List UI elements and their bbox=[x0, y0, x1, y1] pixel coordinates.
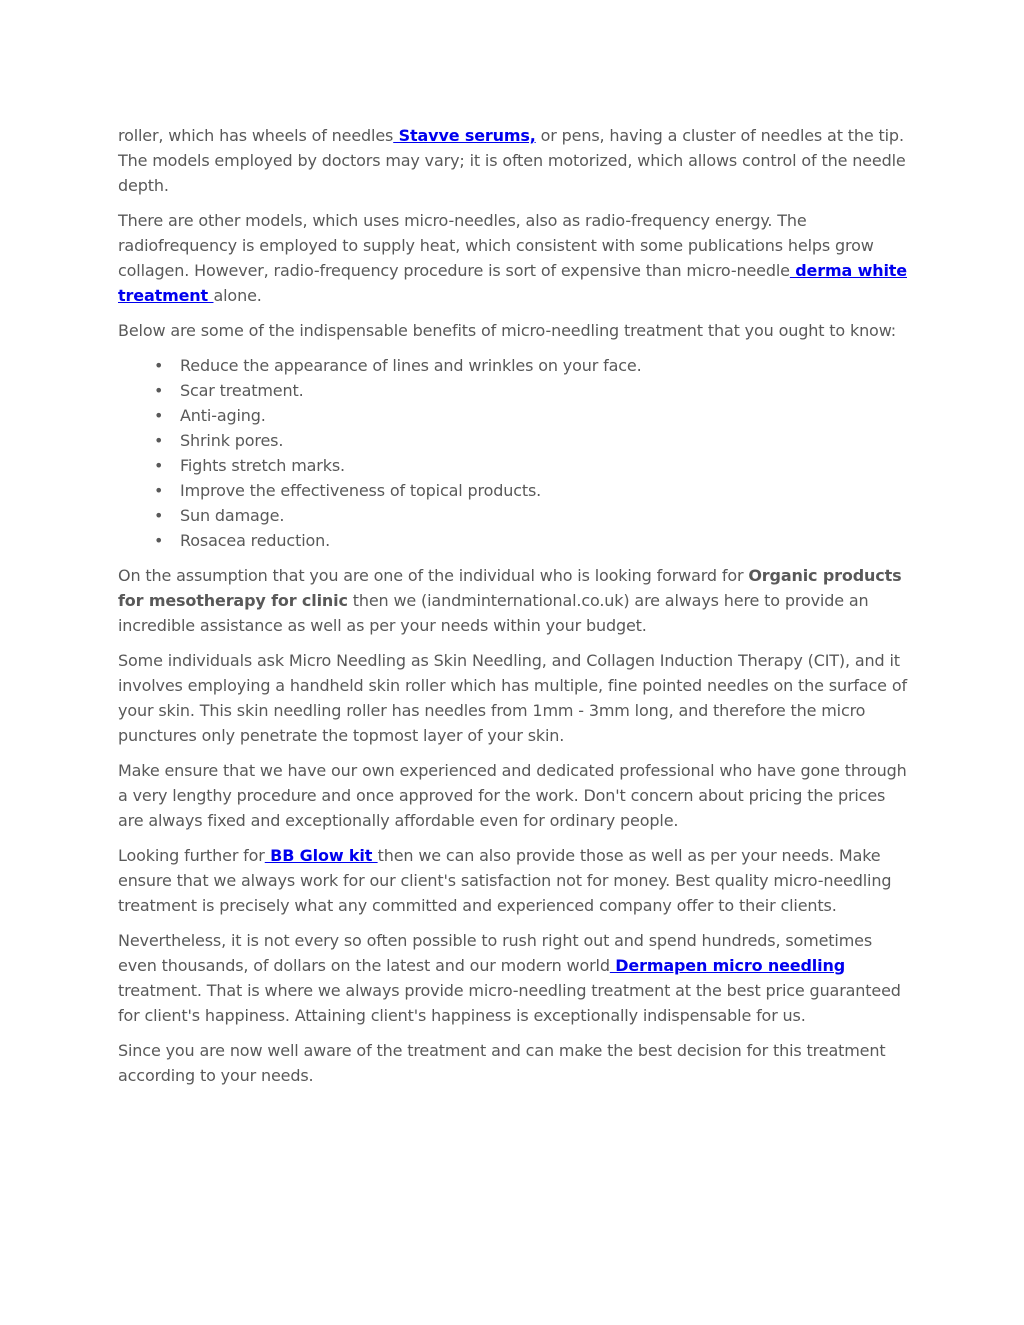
list-item-text: Sun damage. bbox=[180, 506, 285, 525]
list-item-text: Rosacea reduction. bbox=[180, 531, 331, 550]
paragraph-text: treatment. That is where we always provide micro-needling treatment at the best price guaranteed for client's happiness. Attaining client's happiness is exceptionally indispensable for us. bbox=[118, 981, 901, 1025]
paragraph-text: Looking further for bbox=[118, 846, 265, 865]
paragraph-text: roller, which has wheels of needles bbox=[118, 126, 394, 145]
bullet-icon: • bbox=[154, 531, 164, 550]
list-item-text: Scar treatment. bbox=[180, 381, 304, 400]
bullet-icon: • bbox=[154, 406, 164, 425]
paragraph-text: alone. bbox=[213, 286, 262, 305]
bullet-icon: • bbox=[154, 456, 164, 475]
paragraph-intro bbox=[118, 123, 908, 198]
list-item bbox=[118, 428, 908, 453]
paragraph-text: Nevertheless, it is not every so often possible to rush right out and spend hundreds, sometimes even thousands, of dollars on the latest and our modern world bbox=[118, 931, 873, 975]
paragraph-text: then we (iandminternational.co.uk) are always here to provide an incredible assistance as well as per your needs within your budget. bbox=[118, 591, 869, 635]
bullet-icon: • bbox=[154, 381, 164, 400]
paragraph-closing: Since you are now well aware of the treatment and can make the best decision for this treatment according to your needs. bbox=[118, 1041, 886, 1085]
bullet-icon: • bbox=[154, 431, 164, 450]
bullet-icon: • bbox=[154, 506, 164, 525]
list-item-text: Anti-aging. bbox=[180, 406, 266, 425]
paragraph-text: or pens, having a cluster of needles at the tip. The models employed by doctors may vary; it is often motorized, which allows control of the needle depth. bbox=[118, 126, 906, 195]
list-item-text: Fights stretch marks. bbox=[180, 456, 345, 475]
list-item-text: Reduce the appearance of lines and wrinkles on your face. bbox=[180, 356, 642, 375]
list-item bbox=[118, 378, 908, 403]
paragraph-radiofrequency bbox=[118, 208, 908, 308]
list-item bbox=[118, 453, 908, 478]
paragraph-text: On the assumption that you are one of the individual who is looking forward for bbox=[118, 566, 749, 585]
paragraph-text: There are other models, which uses micro-needles, also as radio-frequency energy. The radiofrequency is employed to supply heat, which consistent with some publications helps grow collagen. However, radio-frequency procedure is sort of expensive than micro-needle bbox=[118, 211, 874, 280]
stavve-serums-link[interactable]: Stavve serums, bbox=[393, 126, 536, 145]
paragraph-dermapen bbox=[118, 928, 908, 1028]
list-item-text: Improve the effectiveness of topical products. bbox=[180, 481, 542, 500]
list-item bbox=[118, 528, 908, 553]
paragraph-organic-products bbox=[118, 563, 908, 638]
list-item bbox=[118, 478, 908, 503]
bb-glow-kit-link[interactable]: BB Glow kit bbox=[264, 846, 378, 865]
list-item-text: Shrink pores. bbox=[180, 431, 284, 450]
organic-products-keyword: Organic products for mesotherapy for clinic bbox=[118, 566, 902, 610]
list-item bbox=[118, 353, 908, 378]
paragraph-benefits-intro: Below are some of the indispensable benefits of micro-needling treatment that you ought to know: bbox=[118, 321, 896, 340]
paragraph-text: then we can also provide those as well as per your needs. Make ensure that we always work for our client's satisfaction not for money. Best quality micro-needling treatment is precisely what any committed and experienced company offer to their clients. bbox=[118, 846, 892, 915]
benefits-list bbox=[118, 353, 908, 553]
bullet-icon: • bbox=[154, 481, 164, 500]
list-item bbox=[118, 403, 908, 428]
paragraph-skin-needling: Some individuals ask Micro Needling as Skin Needling, and Collagen Induction Therapy (CIT), and it involves employing a handheld skin roller which has multiple, fine pointed needles on the surface of your skin. This skin needling roller has needles from 1mm - 3mm long, and therefore the micro punctures only penetrate the topmost layer of your skin. bbox=[118, 651, 907, 745]
dermapen-micro-needling-link[interactable]: Dermapen micro needling bbox=[609, 956, 846, 975]
document-page bbox=[118, 123, 908, 1098]
bullet-icon: • bbox=[154, 356, 164, 375]
list-item bbox=[118, 503, 908, 528]
paragraph-professionals: Make ensure that we have our own experienced and dedicated professional who have gone through a very lengthy procedure and once approved for the work. Don't concern about pricing the prices are always fixed and exceptionally affordable even for ordinary people. bbox=[118, 761, 907, 830]
derma-white-treatment-link[interactable]: derma white treatment bbox=[118, 261, 907, 305]
paragraph-bb-glow bbox=[118, 843, 908, 918]
